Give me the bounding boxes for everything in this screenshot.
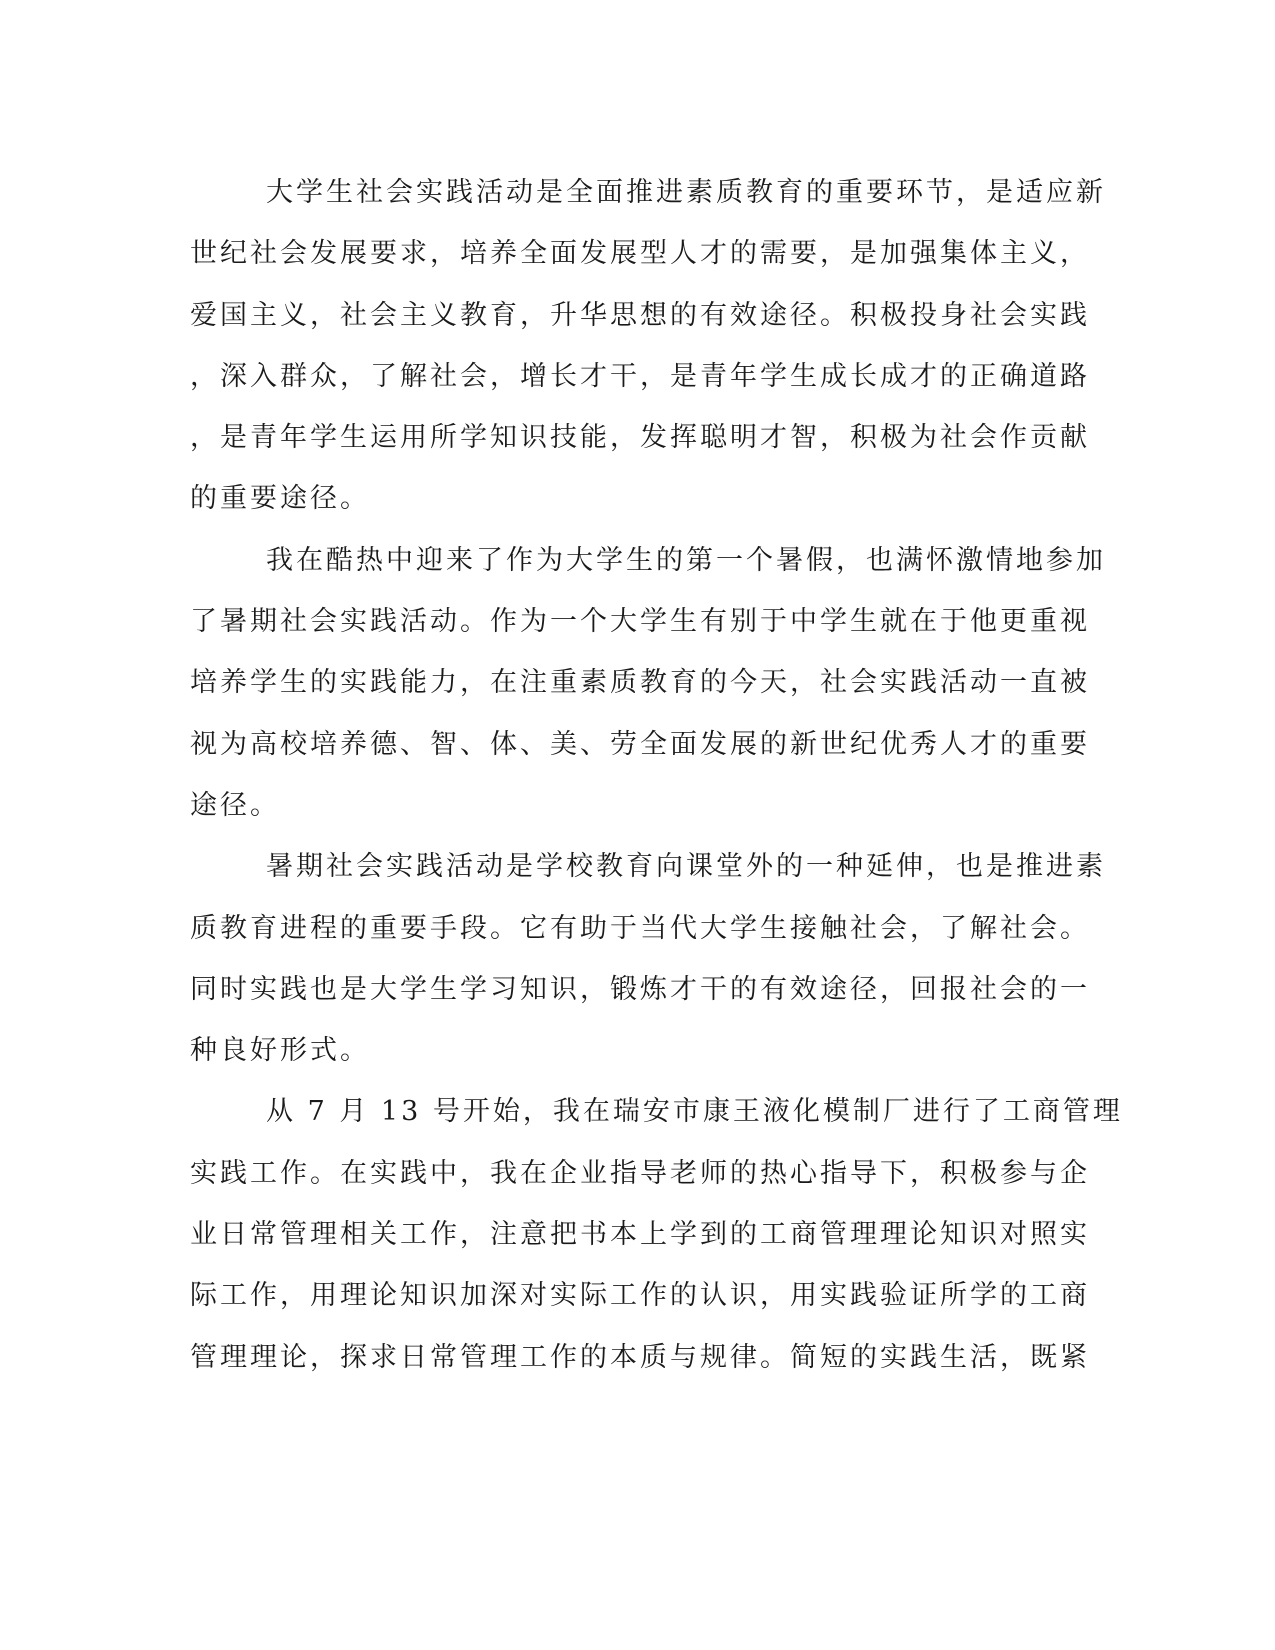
text-line: 实践工作。在实践中，我在企业指导老师的热心指导下，积极参与企 — [190, 1157, 1090, 1189]
text-line: 从 7 月 13 号开始，我在瑞安市康王液化模制厂进行了工商管理 — [266, 1096, 1123, 1128]
text-line: ，是青年学生运用所学知识技能，发挥聪明才智，积极为社会作贡献 — [190, 422, 1090, 454]
text-line: 培养学生的实践能力，在注重素质教育的今天，社会实践活动一直被 — [190, 667, 1090, 699]
text-line: 管理理论，探求日常管理工作的本质与规律。简短的实践生活，既紧 — [190, 1341, 1090, 1373]
text-line: 视为高校培养德、智、体、美、劳全面发展的新世纪优秀人才的重要 — [190, 728, 1090, 760]
text-line: 大学生社会实践活动是全面推进素质教育的重要环节，是适应新 — [266, 177, 1106, 208]
text-line: ，深入群众，了解社会，增长才干，是青年学生成长成才的正确道路 — [190, 360, 1090, 392]
text-line: 质教育进程的重要手段。它有助于当代大学生接触社会，了解社会。 — [190, 912, 1090, 944]
paragraph-3 — [190, 836, 1106, 1081]
paragraph-1 — [190, 162, 1106, 530]
text-line: 的重要途径。 — [190, 483, 370, 515]
paragraph-4 — [190, 1081, 1123, 1387]
paragraph-2 — [190, 530, 1106, 836]
text-line: 我在酷热中迎来了作为大学生的第一个暑假，也满怀激情地参加 — [266, 544, 1106, 576]
text-line: 世纪社会发展要求，培养全面发展型人才的需要，是加强集体主义， — [190, 238, 1090, 270]
text-line: 途径。 — [190, 789, 280, 821]
text-line: 际工作，用理论知识加深对实际工作的认识，用实践验证所学的工商 — [190, 1280, 1090, 1312]
text-line: 业日常管理相关工作，注意把书本上学到的工商管理理论知识对照实 — [190, 1219, 1090, 1251]
document-body — [190, 162, 1123, 1388]
text-line: 爱国主义，社会主义教育，升华思想的有效途径。积极投身社会实践 — [190, 299, 1090, 331]
text-line: 同时实践也是大学生学习知识，锻炼才干的有效途径，回报社会的一 — [190, 973, 1090, 1005]
text-line: 种良好形式。 — [190, 1035, 370, 1067]
text-line: 暑期社会实践活动是学校教育向课堂外的一种延伸，也是推进素 — [266, 851, 1106, 883]
text-line: 了暑期社会实践活动。作为一个大学生有别于中学生就在于他更重视 — [190, 606, 1090, 638]
